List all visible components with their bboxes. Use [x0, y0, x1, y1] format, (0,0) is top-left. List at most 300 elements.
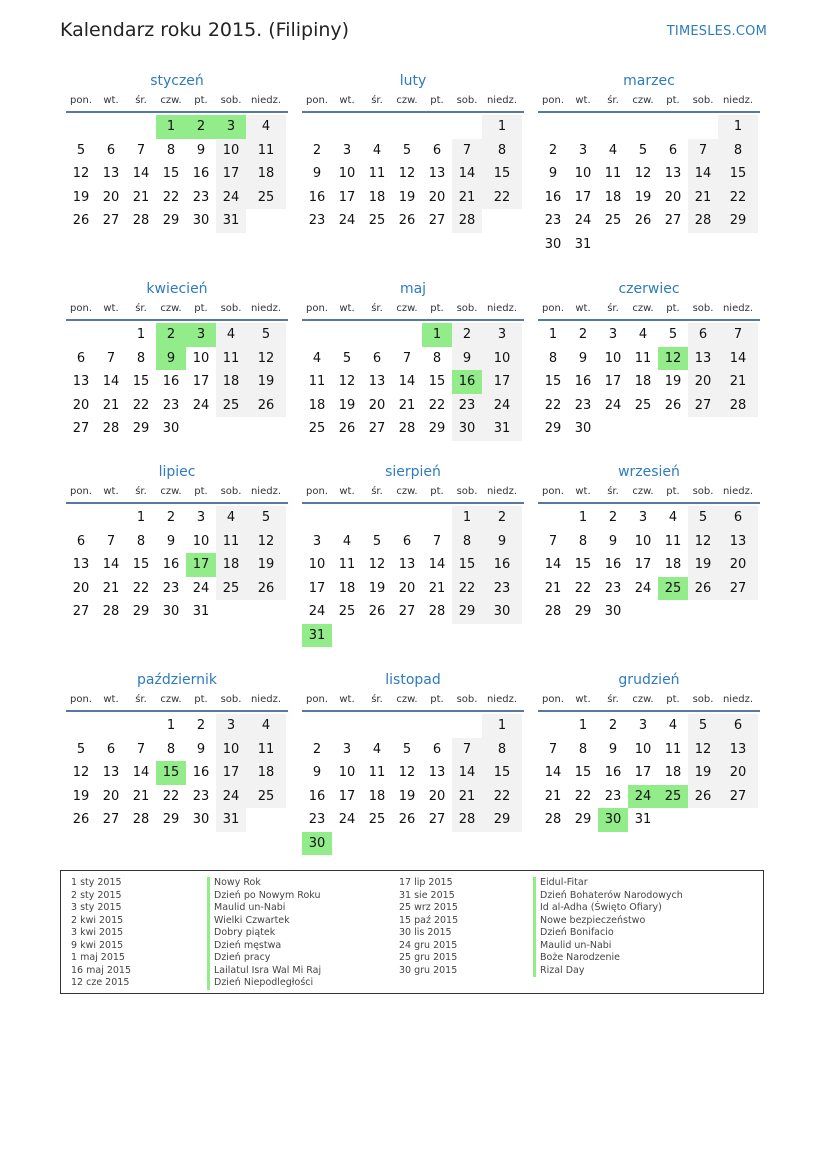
day-cell: 25: [368, 812, 386, 827]
day-cell: 20: [664, 189, 682, 205]
day-cell: 19: [72, 788, 90, 804]
day-cell: 27: [718, 785, 758, 809]
empty-cell: [718, 417, 758, 441]
day-cell: 8: [578, 533, 588, 549]
day-cell: 21: [452, 186, 482, 210]
empty-cell: [362, 323, 392, 347]
day-cell: 30: [482, 600, 522, 624]
empty-cell: [718, 808, 758, 832]
weekday-header: [302, 300, 524, 321]
day-cell: 18: [664, 765, 682, 780]
day-cell: 29: [574, 812, 592, 827]
day-cell: 23: [574, 397, 592, 413]
day-cell: 20: [72, 580, 90, 596]
day-cell: 4: [342, 533, 352, 549]
day-cell: 7: [432, 533, 442, 549]
day-cell: 25: [308, 421, 326, 436]
day-cell: 31: [216, 808, 246, 832]
day-cell: 21: [452, 785, 482, 809]
week-row: [66, 347, 288, 371]
day-cell: 5: [76, 142, 86, 158]
empty-cell: [658, 417, 688, 441]
weekday-label: wt.: [575, 303, 591, 314]
weekday-label: pt.: [194, 486, 208, 497]
weekday-label: czw.: [396, 303, 418, 314]
day-cell-holiday: 3: [186, 323, 216, 347]
day-cell: 27: [72, 604, 90, 619]
week-row: [538, 714, 760, 738]
empty-cell: [658, 600, 688, 624]
day-cell: 24: [604, 397, 622, 413]
empty-cell: [302, 714, 332, 738]
day-cell: 21: [132, 189, 150, 205]
day-cell: 30: [162, 421, 180, 436]
day-cell: 21: [102, 580, 120, 596]
day-cell: 31: [482, 417, 522, 441]
day-cell: 26: [398, 812, 416, 827]
day-cell: 7: [106, 350, 116, 366]
week-row: [66, 600, 288, 624]
holiday-date: 1 maj 2015: [71, 952, 125, 963]
day-cell: 27: [718, 577, 758, 601]
holiday-name: Id al-Adha (Święto Ofiary): [540, 902, 662, 913]
day-cell-holiday: 25: [658, 577, 688, 601]
holiday-date: 9 kwi 2015: [71, 939, 124, 951]
month-name: luty: [399, 73, 427, 89]
day-cell: 13: [102, 166, 120, 181]
empty-cell: [718, 233, 758, 257]
day-cell: 20: [718, 761, 758, 785]
day-cell: 1: [718, 115, 758, 139]
day-cell: 29: [132, 421, 150, 436]
weekday-label: śr.: [135, 694, 147, 705]
day-cell: 31: [216, 209, 246, 233]
day-cell: 7: [402, 350, 412, 366]
empty-cell: [688, 808, 718, 832]
weekday-label: pt.: [430, 694, 444, 705]
day-cell: 10: [634, 533, 652, 549]
day-cell: 9: [196, 741, 206, 757]
day-cell: 15: [452, 553, 482, 577]
day-cell: 30: [162, 604, 180, 619]
day-cell: 12: [688, 738, 718, 762]
day-cell: 15: [428, 374, 446, 389]
weekday-label: pt.: [430, 95, 444, 106]
week-row: [302, 417, 524, 441]
day-cell: 18: [604, 189, 622, 205]
month-3: [538, 70, 760, 256]
day-cell: 9: [312, 166, 322, 181]
week-row: [66, 738, 288, 762]
weekday-label: sob.: [220, 95, 242, 106]
day-cell: 16: [162, 557, 180, 572]
empty-cell: [452, 832, 482, 856]
day-cell: 3: [638, 510, 648, 525]
month-10: [66, 669, 288, 832]
day-cell: 23: [308, 213, 326, 228]
day-cell: 14: [544, 765, 562, 780]
day-cell: 11: [308, 374, 326, 389]
day-cell: 10: [338, 765, 356, 780]
day-cell: 22: [482, 186, 522, 210]
week-row: [66, 761, 288, 785]
weekday-label: czw.: [160, 95, 182, 106]
weekday-header: [66, 483, 288, 504]
day-cell: 12: [398, 765, 416, 780]
day-cell: 15: [162, 166, 180, 181]
day-cell: 29: [544, 421, 562, 436]
day-cell: 19: [664, 374, 682, 389]
empty-cell: [332, 323, 362, 347]
day-cell: 25: [216, 577, 246, 601]
day-cell: 3: [482, 323, 522, 347]
week-row: [302, 785, 524, 809]
month-4: [66, 278, 288, 441]
holiday-date: 25 gru 2015: [399, 952, 458, 963]
weekday-label: pon.: [542, 303, 564, 314]
day-cell: 25: [634, 397, 652, 413]
day-cell-holiday: 1: [156, 115, 186, 139]
day-cell: 8: [452, 530, 482, 554]
weekday-label: pt.: [666, 486, 680, 497]
day-cell: 25: [246, 186, 286, 210]
weekday-label: wt.: [575, 95, 591, 106]
week-row: [66, 714, 288, 738]
weekday-label: pon.: [70, 694, 92, 705]
day-cell: 8: [482, 738, 522, 762]
holiday-date: 30 gru 2015: [399, 964, 458, 976]
day-cell: 11: [604, 166, 622, 181]
day-cell: 27: [368, 421, 386, 436]
weekday-header: [302, 483, 524, 504]
day-cell: 10: [216, 139, 246, 163]
day-cell: 1: [578, 510, 588, 525]
holiday-date: 2 sty 2015: [71, 889, 122, 901]
day-cell: 31: [192, 604, 210, 619]
weekday-label: wt.: [339, 303, 355, 314]
day-cell: 19: [688, 761, 718, 785]
empty-cell: [422, 624, 452, 648]
week-row: [66, 323, 288, 347]
day-cell: 30: [192, 213, 210, 228]
day-cell: 19: [246, 553, 286, 577]
day-cell: 15: [574, 765, 592, 780]
day-cell: 29: [428, 421, 446, 436]
day-cell: 6: [106, 741, 116, 757]
day-cell: 24: [308, 604, 326, 619]
day-cell: 6: [688, 323, 718, 347]
day-cell-holiday: 3: [216, 115, 246, 139]
day-cell: 17: [482, 370, 522, 394]
empty-cell: [452, 115, 482, 139]
day-cell: 31: [634, 812, 652, 827]
weekday-header: [538, 691, 760, 712]
weekday-label: czw.: [396, 486, 418, 497]
day-cell: 5: [342, 350, 352, 366]
day-cell: 26: [688, 785, 718, 809]
day-cell: 18: [216, 553, 246, 577]
day-cell: 11: [246, 139, 286, 163]
week-row: [66, 530, 288, 554]
day-cell: 20: [718, 553, 758, 577]
empty-cell: [688, 115, 718, 139]
day-cell: 13: [664, 166, 682, 181]
weekday-label: pt.: [666, 303, 680, 314]
weekday-label: pt.: [666, 694, 680, 705]
day-cell: 27: [72, 421, 90, 436]
month-8: [302, 461, 524, 647]
day-cell: 14: [102, 557, 120, 572]
month-name: sierpień: [385, 464, 441, 480]
day-cell: 12: [72, 765, 90, 780]
day-cell: 29: [718, 209, 758, 233]
day-cell: 9: [548, 166, 558, 181]
empty-cell: [598, 417, 628, 441]
empty-cell: [362, 832, 392, 856]
day-cell: 5: [688, 506, 718, 530]
weekday-label: sob.: [220, 486, 242, 497]
day-cell: 20: [428, 788, 446, 804]
weekday-label: niedz.: [250, 303, 282, 314]
day-cell: 8: [136, 350, 146, 366]
week-row: [66, 370, 288, 394]
weekday-label: niedz.: [486, 95, 518, 106]
weekday-label: czw.: [160, 486, 182, 497]
day-cell: 23: [308, 812, 326, 827]
day-cell: 31: [574, 236, 592, 252]
day-cell: 16: [544, 189, 562, 205]
weekday-label: śr.: [135, 303, 147, 314]
weekday-label: śr.: [371, 95, 383, 106]
day-cell: 16: [308, 788, 326, 804]
day-cell: 13: [718, 530, 758, 554]
day-cell: 6: [718, 714, 758, 738]
weekday-label: sob.: [456, 486, 478, 497]
week-row: [66, 139, 288, 163]
weekday-label: wt.: [575, 486, 591, 497]
week-row: [538, 233, 760, 257]
day-cell: 28: [688, 209, 718, 233]
day-cell: 27: [398, 604, 416, 619]
day-cell: 20: [688, 370, 718, 394]
day-cell: 9: [608, 741, 618, 757]
day-cell: 7: [136, 142, 146, 158]
empty-cell: [66, 115, 96, 139]
day-cell: 1: [452, 506, 482, 530]
empty-cell: [688, 417, 718, 441]
empty-cell: [96, 714, 126, 738]
day-cell-holiday: 30: [302, 832, 332, 856]
day-cell-holiday: 12: [658, 347, 688, 371]
day-cell: 27: [102, 812, 120, 827]
month-5: [302, 278, 524, 441]
day-cell: 6: [432, 142, 442, 158]
day-cell: 6: [402, 533, 412, 549]
empty-cell: [246, 417, 286, 441]
month-name: grudzień: [618, 672, 680, 688]
day-cell: 20: [72, 397, 90, 413]
weekday-label: pon.: [542, 486, 564, 497]
week-row: [538, 553, 760, 577]
day-cell: 22: [718, 186, 758, 210]
day-cell: 17: [574, 189, 592, 205]
week-row: [538, 738, 760, 762]
weekday-label: wt.: [103, 95, 119, 106]
weekday-label: pt.: [194, 694, 208, 705]
week-row: [302, 347, 524, 371]
week-row: [302, 832, 524, 856]
day-cell: 15: [132, 374, 150, 389]
day-cell: 28: [428, 604, 446, 619]
week-row: [538, 115, 760, 139]
week-row: [66, 394, 288, 418]
empty-cell: [422, 714, 452, 738]
day-cell: 14: [398, 374, 416, 389]
holiday-name: Lailatul Isra Wal Mi Raj: [214, 964, 322, 976]
weekday-label: pon.: [306, 486, 328, 497]
day-cell: 8: [718, 139, 758, 163]
day-cell: 22: [132, 580, 150, 596]
week-row: [538, 394, 760, 418]
day-cell: 8: [578, 741, 588, 757]
day-cell: 2: [608, 718, 618, 733]
empty-cell: [392, 714, 422, 738]
day-cell-holiday: 2: [156, 323, 186, 347]
weekday-label: wt.: [339, 694, 355, 705]
empty-cell: [452, 624, 482, 648]
day-cell: 26: [338, 421, 356, 436]
day-cell: 6: [432, 741, 442, 757]
day-cell: 3: [578, 142, 588, 158]
day-cell: 18: [634, 374, 652, 389]
weekday-label: niedz.: [486, 486, 518, 497]
empty-cell: [332, 714, 362, 738]
empty-cell: [422, 115, 452, 139]
day-cell: 10: [604, 350, 622, 366]
weekday-header: [302, 691, 524, 712]
empty-cell: [186, 417, 216, 441]
holiday-name: Dobry piątek: [214, 927, 276, 938]
weekday-label: pon.: [306, 95, 328, 106]
empty-cell: [362, 624, 392, 648]
day-cell: 3: [342, 142, 352, 158]
weekday-label: pt.: [194, 95, 208, 106]
weekday-label: sob.: [692, 303, 714, 314]
weekday-label: pon.: [542, 95, 564, 106]
day-cell: 8: [482, 139, 522, 163]
week-row: [302, 600, 524, 624]
day-cell: 10: [338, 166, 356, 181]
day-cell: 7: [718, 323, 758, 347]
day-cell: 6: [668, 142, 678, 158]
empty-cell: [302, 506, 332, 530]
week-row: [538, 139, 760, 163]
weekday-label: sob.: [692, 486, 714, 497]
day-cell: 20: [368, 397, 386, 413]
weekday-label: śr.: [371, 694, 383, 705]
day-cell: 25: [368, 213, 386, 228]
day-cell: 26: [72, 812, 90, 827]
day-cell-holiday: 2: [186, 115, 216, 139]
day-cell: 5: [76, 741, 86, 757]
day-cell: 13: [398, 557, 416, 572]
weekday-label: śr.: [135, 486, 147, 497]
holiday-date: 24 gru 2015: [399, 939, 458, 951]
day-cell: 2: [548, 142, 558, 158]
week-row: [302, 761, 524, 785]
brand-logo[interactable]: TIMESLES.COM: [666, 24, 767, 39]
empty-cell: [126, 714, 156, 738]
holiday-name: Maulid un-Nabi: [540, 939, 612, 951]
day-cell: 28: [102, 421, 120, 436]
holiday-name: Dzień po Nowym Roku: [214, 889, 321, 901]
day-cell: 19: [398, 189, 416, 205]
holiday-name: Dzień Bohaterów Narodowych: [540, 889, 683, 901]
day-cell: 16: [482, 553, 522, 577]
holiday-date: 17 lip 2015: [399, 877, 453, 888]
week-row: [66, 506, 288, 530]
day-cell: 14: [132, 765, 150, 780]
day-cell: 4: [638, 327, 648, 342]
day-cell: 6: [718, 506, 758, 530]
day-cell: 14: [132, 166, 150, 181]
day-cell: 2: [608, 510, 618, 525]
weekday-label: pon.: [70, 95, 92, 106]
day-cell: 18: [308, 397, 326, 413]
day-cell: 3: [342, 741, 352, 757]
weekday-header: [302, 92, 524, 113]
month-name: listopad: [385, 672, 441, 688]
day-cell: 20: [428, 189, 446, 205]
day-cell: 25: [246, 785, 286, 809]
empty-cell: [718, 600, 758, 624]
day-cell: 22: [574, 580, 592, 596]
month-12: [538, 669, 760, 832]
week-row: [66, 115, 288, 139]
day-cell: 24: [192, 397, 210, 413]
empty-cell: [302, 115, 332, 139]
day-cell: 11: [634, 350, 652, 366]
empty-cell: [658, 115, 688, 139]
day-cell: 28: [132, 213, 150, 228]
weekday-label: niedz.: [486, 303, 518, 314]
weekday-label: czw.: [632, 303, 654, 314]
holiday-dates-column-2: [399, 877, 458, 977]
holiday-name: Dzień pracy: [214, 952, 271, 963]
day-cell: 11: [216, 530, 246, 554]
day-cell: 13: [688, 347, 718, 371]
day-cell: 4: [216, 506, 246, 530]
day-cell: 17: [338, 788, 356, 804]
day-cell: 28: [102, 604, 120, 619]
day-cell: 19: [634, 189, 652, 205]
empty-cell: [66, 506, 96, 530]
day-cell: 14: [452, 162, 482, 186]
day-cell: 16: [604, 557, 622, 572]
day-cell: 28: [452, 209, 482, 233]
weekday-label: czw.: [396, 95, 418, 106]
month-name: październik: [137, 672, 217, 688]
day-cell: 19: [246, 370, 286, 394]
day-cell: 6: [106, 142, 116, 158]
day-cell: 16: [604, 765, 622, 780]
day-cell: 24: [216, 186, 246, 210]
day-cell: 12: [338, 374, 356, 389]
day-cell: 25: [338, 604, 356, 619]
day-cell: 5: [372, 533, 382, 549]
day-cell: 1: [482, 115, 522, 139]
day-cell: 13: [368, 374, 386, 389]
